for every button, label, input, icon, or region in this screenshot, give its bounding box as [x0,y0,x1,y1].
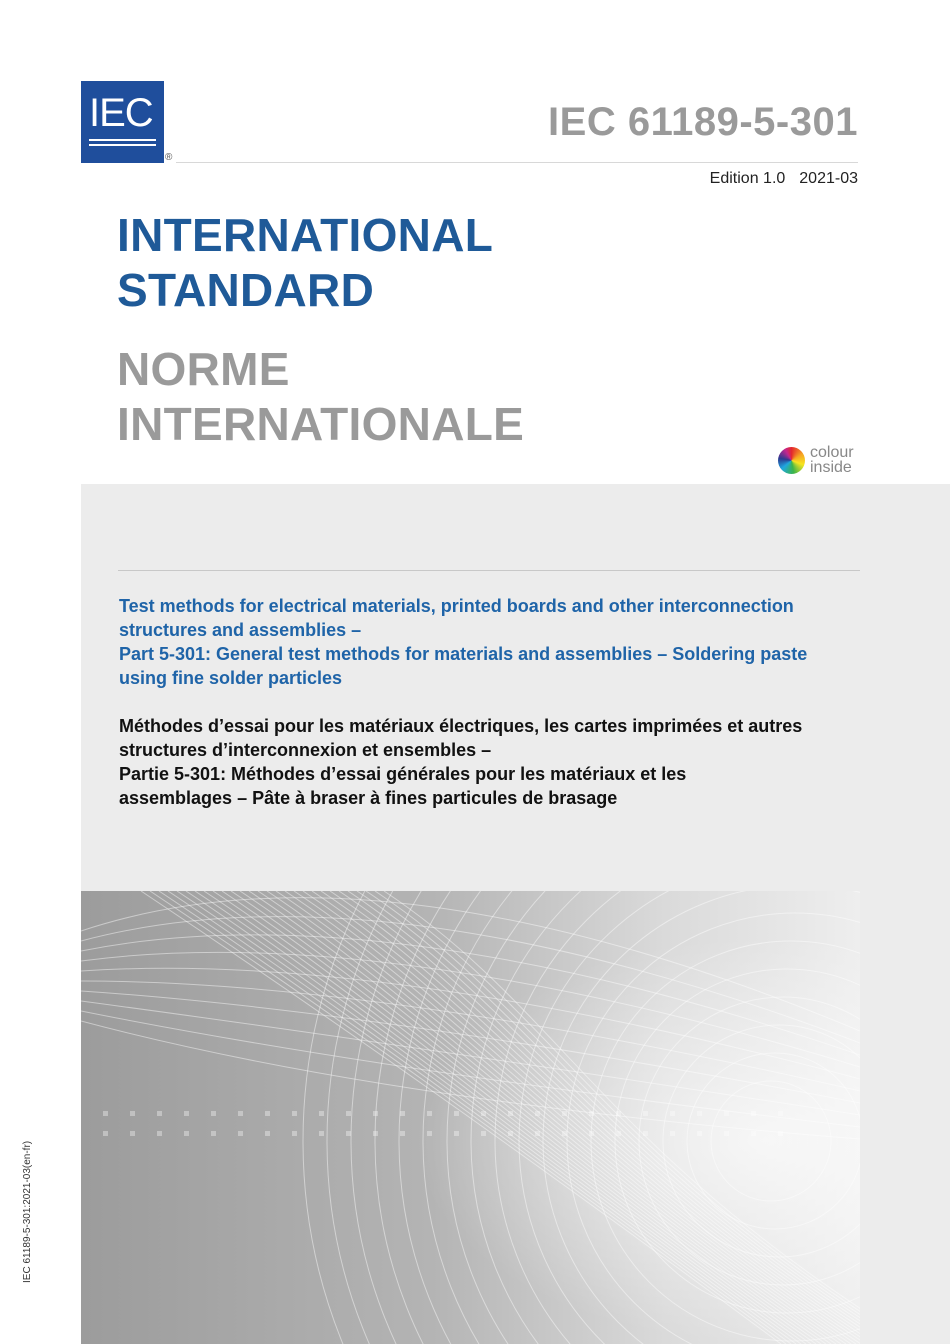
colour-wheel-icon [778,447,805,474]
colour-inside-text [810,445,854,475]
title-english [117,208,493,318]
desc-en-line: Part 5-301: General test methods for materials and assemblies – Soldering paste [119,644,808,664]
desc-en-line: structures and assemblies – [119,620,362,640]
edition-date: 2021-03 [799,170,858,187]
logo-text: IEC [89,91,153,135]
panel-divider [118,570,860,571]
title-french-line2: INTERNATIONALE [117,398,525,450]
desc-en-line: Test methods for electrical materials, printed boards and other interconnection [119,596,794,616]
description-french [119,714,859,810]
desc-en-line: using fine solder particles [119,668,343,688]
badge-line2: inside [810,459,852,476]
desc-fr-line: Partie 5-301: Méthodes d’essai générales pour les matériaux et les [119,764,687,784]
iec-logo [81,81,164,163]
header-divider [176,162,858,163]
title-french-line1: NORME [117,343,290,395]
desc-fr-line: structures d’interconnexion et ensembles – [119,740,492,760]
title-english-line1: INTERNATIONAL [117,209,494,261]
document-number: IEC 61189-5-301 [548,100,858,144]
edition-label: Edition 1.0 [709,170,786,187]
colour-inside-badge [778,445,868,477]
title-english-line2: STANDARD [117,264,375,316]
title-french [117,342,524,452]
edition-line [710,170,858,188]
decorative-curves-image [81,891,860,1344]
description-english [119,594,859,690]
logo-lines [89,139,156,149]
registered-mark: ® [165,152,173,163]
desc-fr-line: Méthodes d’essai pour les matériaux électriques, les cartes imprimées et autres [119,716,803,736]
decorative-artwork [81,891,860,1344]
side-document-code: IEC 61189-5-301:2021-03(en-fr) [22,1140,33,1283]
badge-line1: colour [810,444,854,461]
desc-fr-line: assemblages – Pâte à braser à fines particules de brasage [119,788,618,808]
